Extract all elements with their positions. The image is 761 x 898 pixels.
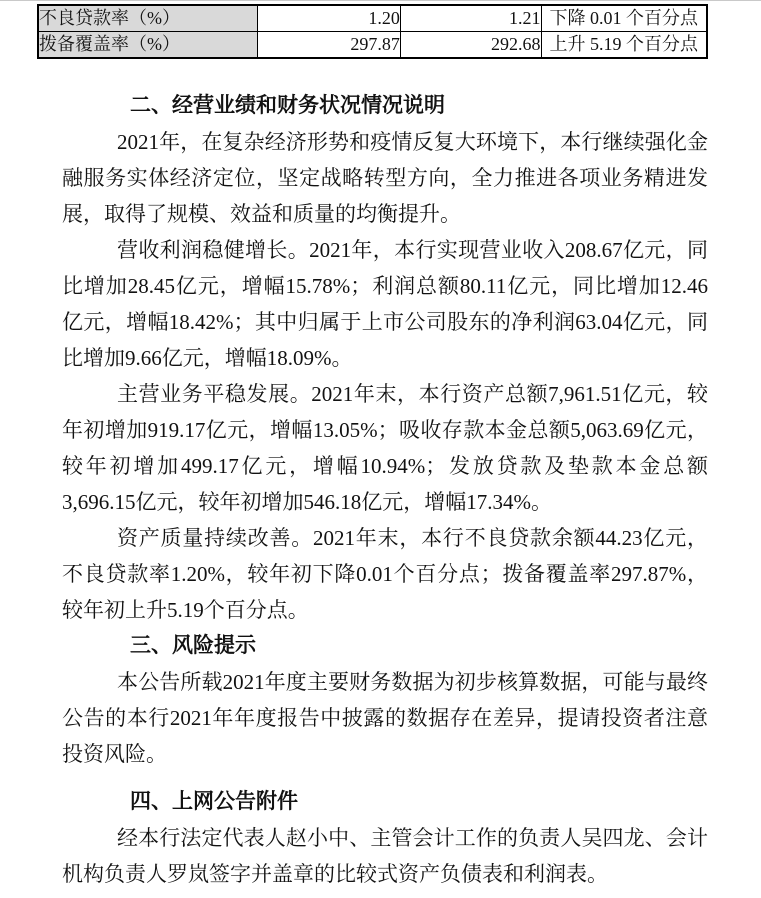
metric-label: 不良贷款率（%）	[38, 5, 258, 32]
section-heading-online-attachments: 四、上网公告附件	[130, 790, 298, 813]
table-row-provision-coverage	[38, 32, 707, 59]
metric-current-value: 1.20	[258, 5, 401, 32]
metric-label: 拨备覆盖率（%）	[38, 32, 258, 59]
document-body	[62, 88, 708, 892]
page-top-divider	[0, 0, 761, 1]
section-heading-operating-results: 二、经营业绩和财务状况情况说明	[130, 94, 445, 117]
paragraph-revenue-profit: 营收利润稳健增长。2021年，本行实现营业收入208.67亿元，同比增加28.45亿元，增幅15.78%；利润总额80.11亿元，同比增加12.46亿元，增幅18.42%；其中归属于上市公司股东的净利润63.04亿元，同比增加9.66亿元，增幅18.09%。	[62, 238, 708, 370]
paragraph-asset-quality: 资产质量持续改善。2021年末，本行不良贷款余额44.23亿元，不良贷款率1.20%，较年初下降0.01个百分点；拨备覆盖率297.87%，较年初上升5.19个百分点。	[62, 526, 708, 622]
metric-change: 上升 5.19 个百分点	[541, 32, 707, 59]
paragraph-overview: 2021年，在复杂经济形势和疫情反复大环境下，本行继续强化金融服务实体经济定位，坚定战略转型方向，全力推进各项业务精进发展，取得了规模、效益和质量的均衡提升。	[62, 130, 708, 226]
metric-previous-value: 1.21	[400, 5, 541, 32]
metric-previous-value: 292.68	[400, 32, 541, 59]
section-heading-risk-notice: 三、风险提示	[130, 634, 256, 657]
paragraph-attachments: 经本行法定代表人赵小中、主管会计工作的负责人吴四龙、会计机构负责人罗岚签字并盖章的比较式资产负债表和利润表。	[62, 826, 708, 886]
financial-metrics-table	[37, 4, 708, 59]
metric-change: 下降 0.01 个百分点	[541, 5, 707, 32]
table-row-npl-ratio	[38, 5, 707, 32]
metric-current-value: 297.87	[258, 32, 401, 59]
paragraph-main-business: 主营业务平稳发展。2021年末，本行资产总额7,961.51亿元，较年初增加919.17亿元，增幅13.05%；吸收存款本金总额5,063.69亿元，较年初增加499.17亿元，增幅10.94%；发放贷款及垫款本金总额3,696.15亿元，较年初增加546.18亿元，增幅17.34%。	[62, 382, 708, 514]
paragraph-risk-notice: 本公告所载2021年度主要财务数据为初步核算数据，可能与最终公告的本行2021年年度报告中披露的数据存在差异，提请投资者注意投资风险。	[62, 670, 708, 766]
